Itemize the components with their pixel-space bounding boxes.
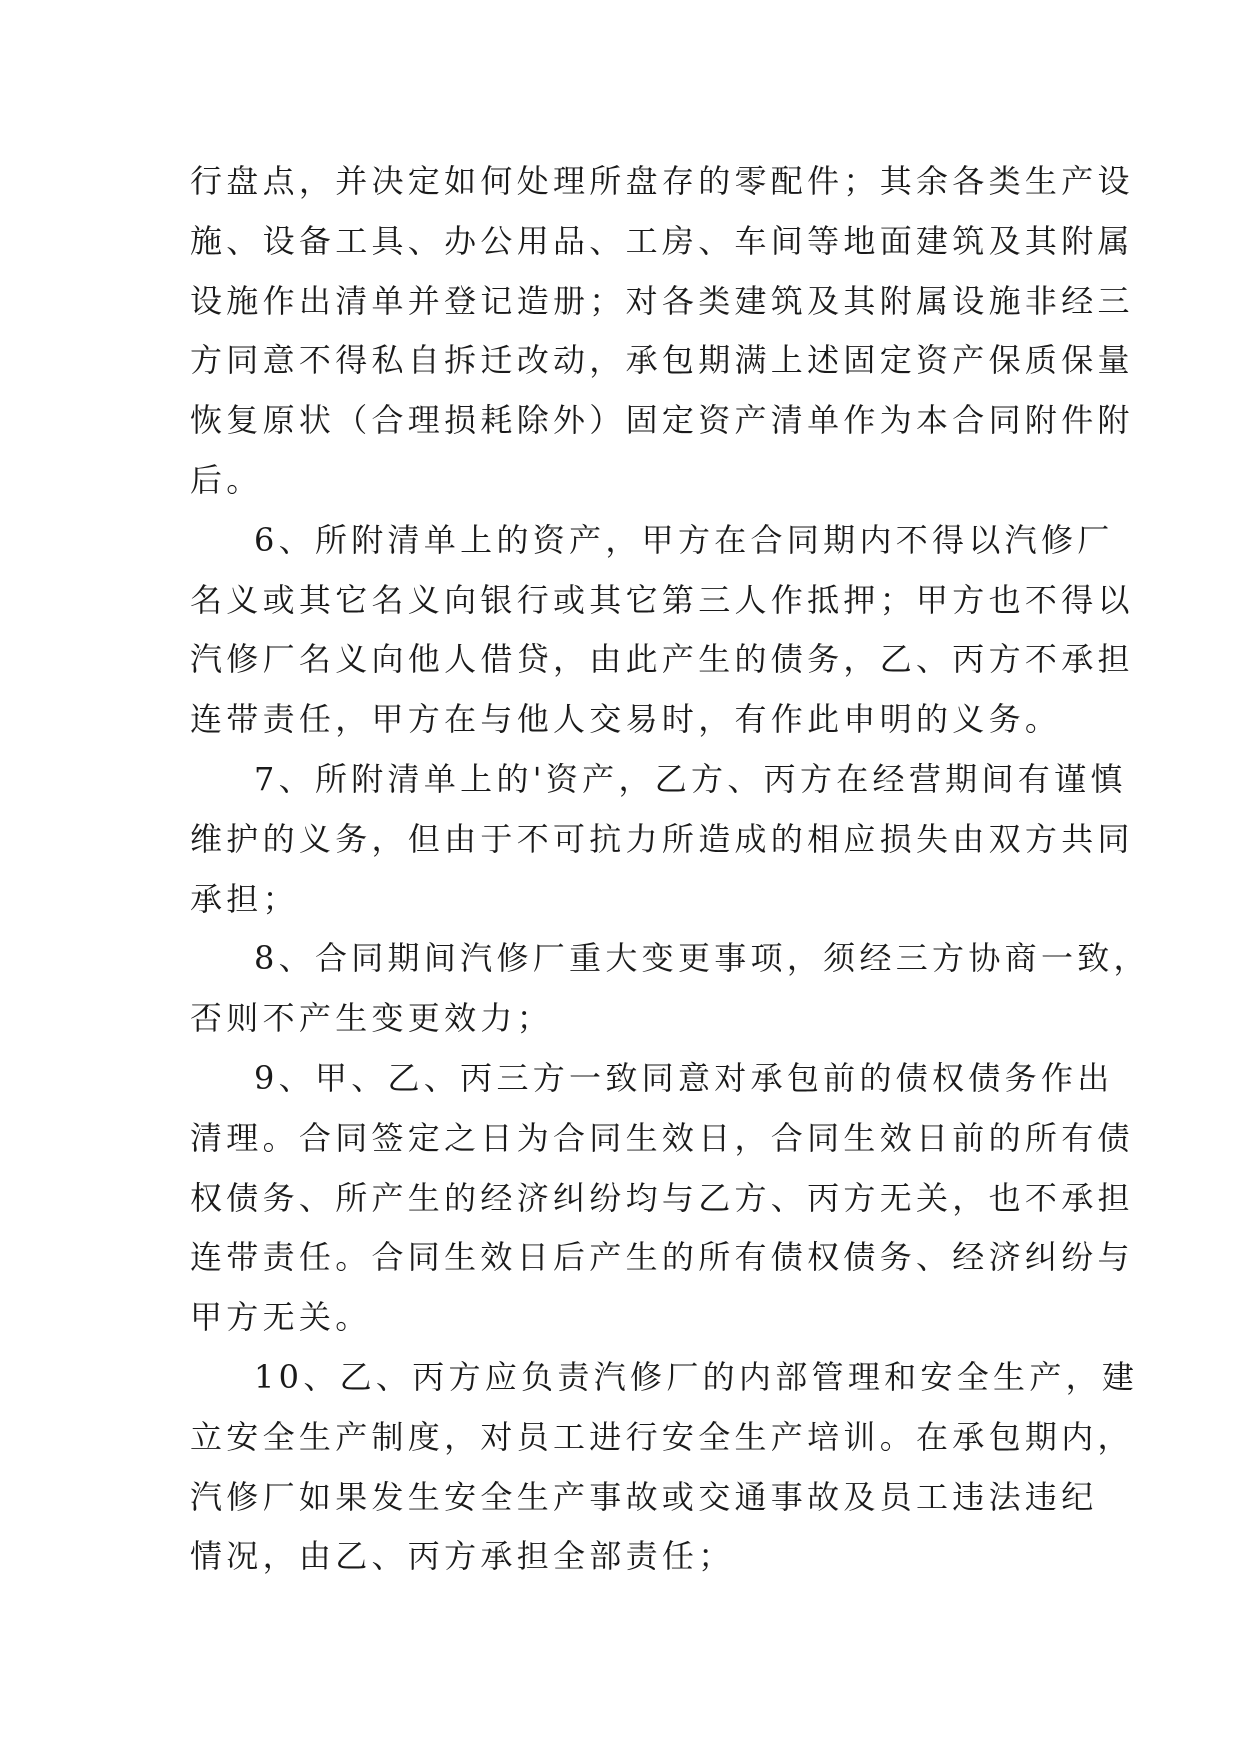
text-line: 名义或其它名义向银行或其它第三人作抵押；甲方也不得以: [190, 580, 1134, 619]
text-line: 恢复原状（合理损耗除外）固定资产清单作为本合同附件附: [190, 401, 1134, 440]
text-line: 后。: [190, 460, 263, 499]
clause-10-first-line: 10、乙、丙方应负责汽修厂的内部管理和安全生产，建: [254, 1357, 1139, 1396]
text-line: 清理。合同签定之日为合同生效日，合同生效日前的所有债: [190, 1118, 1134, 1157]
text-line: 连带责任。合同生效日后产生的所有债权债务、经济纠纷与: [190, 1238, 1134, 1277]
clause-7-first-line: 7、所附清单上的'资产，乙方、丙方在经营期间有谨慎: [254, 759, 1127, 798]
text-line: 权债务、所产生的经济纠纷均与乙方、丙方无关，也不承担: [190, 1178, 1134, 1217]
text-line: 甲方无关。: [190, 1298, 372, 1337]
text-line: 汽修厂名义向他人借贷，由此产生的债务，乙、丙方不承担: [190, 640, 1134, 679]
clause-9-first-line: 9、甲、乙、丙三方一致同意对承包前的债权债务作出: [254, 1058, 1114, 1097]
text-line: 立安全生产制度，对员工进行安全生产培训。在承包期内，: [190, 1417, 1134, 1456]
text-line: 设施作出清单并登记造册；对各类建筑及其附属设施非经三: [190, 281, 1134, 320]
text-line: 行盘点，并决定如何处理所盘存的零配件；其余各类生产设: [190, 162, 1134, 200]
text-line: 否则不产生变更效力；: [190, 999, 554, 1038]
text-line: 情况，由乙、丙方承担全部责任；: [190, 1537, 735, 1576]
text-line: 施、设备工具、办公用品、工房、车间等地面建筑及其附属: [190, 221, 1134, 260]
document-body: [190, 152, 1150, 1587]
text-line: 汽修厂如果发生安全生产事故或交通事故及员工违法违纪: [190, 1477, 1098, 1516]
text-line: 方同意不得私自拆迁改动，承包期满上述固定资产保质保量: [190, 341, 1134, 380]
text-line: 承担；: [190, 879, 299, 918]
text-line: 维护的义务，但由于不可抗力所造成的相应损失由双方共同: [190, 819, 1134, 858]
clause-8-first-line: 8、合同期间汽修厂重大变更事项，须经三方协商一致，: [254, 939, 1150, 978]
text-line: 连带责任，甲方在与他人交易时，有作此申明的义务。: [190, 700, 1062, 739]
clause-6-first-line: 6、所附清单上的资产，甲方在合同期内不得以汽修厂: [254, 520, 1114, 559]
